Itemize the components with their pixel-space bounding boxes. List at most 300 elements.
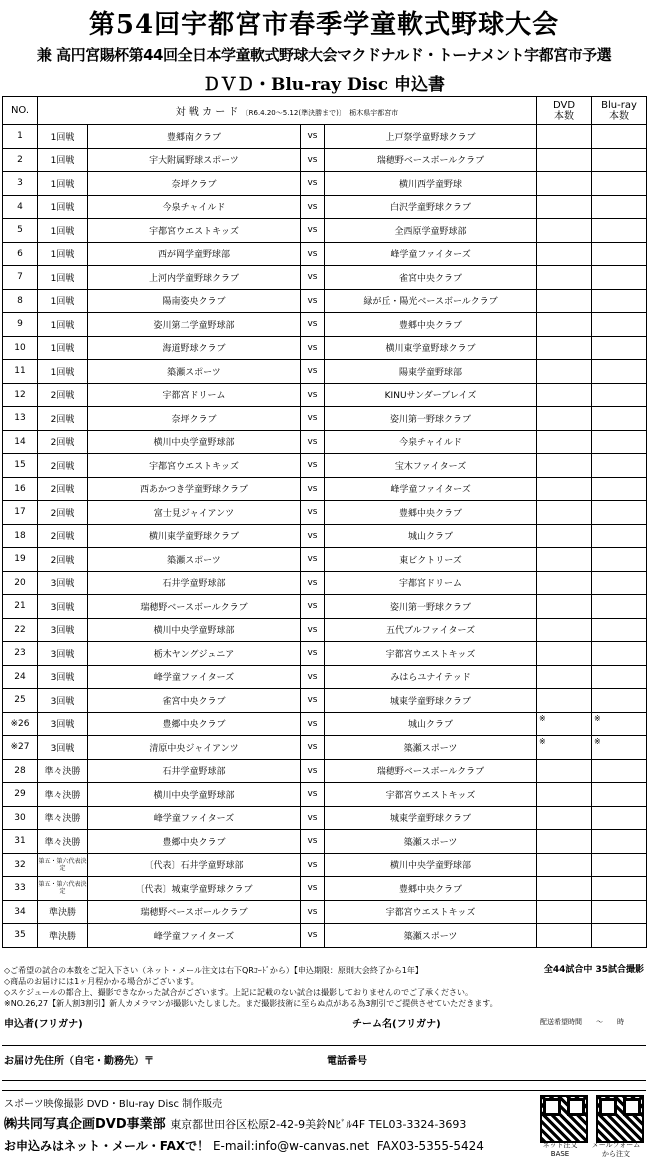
address-field[interactable]: お届け先住所（自宅・勤務先）〒	[4, 1056, 154, 1067]
bluray-qty-cell[interactable]	[592, 853, 647, 877]
match-round: 1回戦	[38, 219, 88, 243]
table-row	[3, 595, 647, 619]
table-row	[3, 759, 647, 783]
vs-label: vs	[301, 665, 325, 689]
match-round: 3回戦	[38, 689, 88, 713]
away-team: 城東学童野球クラブ	[325, 806, 537, 830]
bluray-qty-cell[interactable]	[592, 689, 647, 713]
vs-label: vs	[301, 266, 325, 290]
match-no: 16	[3, 477, 38, 501]
bluray-qty-cell[interactable]	[592, 219, 647, 243]
dvd-qty-cell[interactable]	[537, 266, 592, 290]
table-row	[3, 501, 647, 525]
qr-code-mailform[interactable]	[596, 1095, 644, 1143]
match-round: 2回戦	[38, 430, 88, 454]
qr-label-mailform: メールフォーム から注文	[591, 1141, 641, 1158]
match-round: 第五・第六代表決定	[38, 853, 88, 877]
vs-label: vs	[301, 336, 325, 360]
vs-label: vs	[301, 360, 325, 384]
qr-code-base[interactable]	[540, 1095, 588, 1143]
applicant-section	[2, 1013, 646, 1046]
match-no: 22	[3, 618, 38, 642]
match-no: 21	[3, 595, 38, 619]
vs-label: vs	[301, 454, 325, 478]
vs-label: vs	[301, 148, 325, 172]
vs-label: vs	[301, 125, 325, 149]
table-row	[3, 148, 647, 172]
match-round: 準決勝	[38, 900, 88, 924]
match-round: 準々決勝	[38, 806, 88, 830]
vs-label: vs	[301, 853, 325, 877]
bluray-qty-cell[interactable]	[592, 430, 647, 454]
match-round: 2回戦	[38, 524, 88, 548]
away-team: みはらユナイテッド	[325, 665, 537, 689]
match-round: 2回戦	[38, 407, 88, 431]
company-name: ㈱共同写真企画DVD事業部	[4, 1117, 166, 1132]
table-row	[3, 736, 647, 760]
home-team: 富士見ジャイアンツ	[88, 501, 301, 525]
vs-label: vs	[301, 242, 325, 266]
dvd-qty-cell[interactable]	[537, 430, 592, 454]
vs-label: vs	[301, 548, 325, 572]
bluray-qty-cell[interactable]	[592, 924, 647, 948]
page-title: 第54回宇都宮市春季学童軟式野球大会	[88, 10, 560, 40]
table-row	[3, 195, 647, 219]
vs-label: vs	[301, 195, 325, 219]
away-team: 峰学童ファイターズ	[325, 477, 537, 501]
bluray-qty-cell[interactable]	[592, 336, 647, 360]
match-round: 3回戦	[38, 712, 88, 736]
note-line: ◇ご希望の試合の本数をご記入下さい（ネット・メール注文は右下QRｺｰﾄﾞから）【申込期限：原則大会終了から1年】	[4, 966, 423, 975]
col-no: NO.	[3, 97, 38, 125]
home-team: 築瀬スポーツ	[88, 360, 301, 384]
table-row	[3, 219, 647, 243]
match-round: 第五・第六代表決定	[38, 877, 88, 901]
match-no: 33	[3, 877, 38, 901]
bluray-qty-cell[interactable]	[592, 242, 647, 266]
home-team: 陽南姿央クラブ	[88, 289, 301, 313]
bluray-qty-cell[interactable]	[592, 477, 647, 501]
home-team: 宇都宮ウエストキッズ	[88, 219, 301, 243]
away-team: 築瀬スポーツ	[325, 736, 537, 760]
match-round: 1回戦	[38, 148, 88, 172]
dvd-qty-cell[interactable]	[537, 454, 592, 478]
bluray-qty-cell[interactable]	[592, 454, 647, 478]
home-team: 築瀬スポーツ	[88, 548, 301, 572]
dvd-qty-cell[interactable]	[537, 407, 592, 431]
bluray-qty-cell[interactable]	[592, 148, 647, 172]
match-round: 2回戦	[38, 454, 88, 478]
table-row	[3, 642, 647, 666]
away-team: 城山クラブ	[325, 524, 537, 548]
match-no: 4	[3, 195, 38, 219]
home-team: 宇大附属野球スポーツ	[88, 148, 301, 172]
dvd-qty-cell[interactable]	[537, 477, 592, 501]
match-round: 3回戦	[38, 642, 88, 666]
away-team: 城山クラブ	[325, 712, 537, 736]
away-team: 白沢学童野球クラブ	[325, 195, 537, 219]
home-team: 清原中央ジャイアンツ	[88, 736, 301, 760]
match-no: 12	[3, 383, 38, 407]
away-team: 豊郷中央クラブ	[325, 313, 537, 337]
dvd-qty-cell[interactable]	[537, 712, 592, 736]
vs-label: vs	[301, 783, 325, 807]
match-round: 1回戦	[38, 336, 88, 360]
home-team: 栃木ヤングジュニア	[88, 642, 301, 666]
match-no: ※26	[3, 712, 38, 736]
bluray-qty-cell[interactable]	[592, 125, 647, 149]
table-row	[3, 618, 647, 642]
vs-label: vs	[301, 477, 325, 501]
table-row	[3, 454, 647, 478]
table-row	[3, 830, 647, 854]
table-row	[3, 125, 647, 149]
dvd-qty-cell[interactable]	[537, 219, 592, 243]
home-team: 峰学童ファイターズ	[88, 924, 301, 948]
match-no: 3	[3, 172, 38, 196]
table-row	[3, 924, 647, 948]
table-row	[3, 360, 647, 384]
home-team: 雀宮中央クラブ	[88, 689, 301, 713]
match-no: 7	[3, 266, 38, 290]
summary-count: 全44試合中 35試合撮影	[543, 965, 644, 975]
dvd-qty-cell[interactable]	[537, 360, 592, 384]
dvd-qty-cell[interactable]	[537, 759, 592, 783]
match-no: 1	[3, 125, 38, 149]
match-no: 25	[3, 689, 38, 713]
bluray-qty-cell[interactable]	[592, 806, 647, 830]
applicant-field[interactable]: 申込者(フリガナ)	[4, 1019, 83, 1030]
match-round: 準々決勝	[38, 830, 88, 854]
dvd-qty-cell[interactable]	[537, 806, 592, 830]
dvd-mark: ※	[539, 737, 546, 746]
dvd-qty-cell[interactable]	[537, 689, 592, 713]
match-no: 8	[3, 289, 38, 313]
match-no: 17	[3, 501, 38, 525]
match-no: 18	[3, 524, 38, 548]
footer	[2, 1090, 646, 1161]
col-card	[38, 97, 537, 125]
away-team: 今泉チャイルド	[325, 430, 537, 454]
order-table	[2, 96, 647, 948]
bluray-qty-cell[interactable]	[592, 407, 647, 431]
match-no: 24	[3, 665, 38, 689]
match-no: 29	[3, 783, 38, 807]
dvd-qty-cell[interactable]	[537, 383, 592, 407]
vs-label: vs	[301, 877, 325, 901]
bluray-qty-cell[interactable]	[592, 571, 647, 595]
bluray-mark: ※	[594, 713, 601, 723]
home-team: 峰学童ファイターズ	[88, 665, 301, 689]
away-team: 上戸祭学童野球クラブ	[325, 125, 537, 149]
away-team: 雀宮中央クラブ	[325, 266, 537, 290]
match-round: 1回戦	[38, 242, 88, 266]
away-team: 瑞穂野ベースボールクラブ	[325, 759, 537, 783]
dvd-qty-cell[interactable]	[537, 313, 592, 337]
home-team: 今泉チャイルド	[88, 195, 301, 219]
bluray-qty-cell[interactable]	[592, 289, 647, 313]
match-round: 1回戦	[38, 360, 88, 384]
bluray-qty-cell[interactable]	[592, 383, 647, 407]
away-team: 宇都宮ウエストキッズ	[325, 900, 537, 924]
email-link[interactable]: E-mail:info@w-canvas.net	[212, 1139, 370, 1153]
footer-tagline: スポーツ映像撮影 DVD・Blu-ray Disc 制作販売	[4, 1099, 223, 1110]
home-team: 豊郷中央クラブ	[88, 830, 301, 854]
dvd-qty-cell[interactable]	[537, 336, 592, 360]
home-team: 奈坪クラブ	[88, 407, 301, 431]
away-team: 築瀬スポーツ	[325, 924, 537, 948]
home-team: 横川東学童野球クラブ	[88, 524, 301, 548]
home-team: 横川中央学童野球部	[88, 430, 301, 454]
home-team: 上河内学童野球クラブ	[88, 266, 301, 290]
col-bluray: Blu-ray 本数	[592, 97, 647, 125]
match-round: 2回戦	[38, 501, 88, 525]
vs-label: vs	[301, 830, 325, 854]
match-round: 2回戦	[38, 548, 88, 572]
away-team: 緑が丘・陽光ベースボールクラブ	[325, 289, 537, 313]
home-team: 西あかつき学童野球クラブ	[88, 477, 301, 501]
away-team: 豊郷中央クラブ	[325, 877, 537, 901]
address-section	[2, 1050, 646, 1081]
bluray-qty-cell[interactable]	[592, 877, 647, 901]
company-address: 東京都世田谷区松原2-42-9美鈴Nﾋﾞﾙ4F TEL03-3324-3693	[170, 1118, 467, 1131]
home-team: 西が岡学童野球部	[88, 242, 301, 266]
vs-label: vs	[301, 430, 325, 454]
match-no: 5	[3, 219, 38, 243]
match-round: 2回戦	[38, 383, 88, 407]
match-round: 1回戦	[38, 313, 88, 337]
col-dvd: DVD 本数	[537, 97, 592, 125]
home-team: 宇都宮ウエストキッズ	[88, 454, 301, 478]
bluray-qty-cell[interactable]	[592, 783, 647, 807]
bluray-qty-cell[interactable]	[592, 595, 647, 619]
table-row	[3, 783, 647, 807]
match-round: 1回戦	[38, 289, 88, 313]
col-card-label: 対 戦 カ ー ド	[175, 107, 239, 118]
match-round: 準決勝	[38, 924, 88, 948]
away-team: 横川中央学童野球部	[325, 853, 537, 877]
match-no: 28	[3, 759, 38, 783]
dvd-qty-cell[interactable]	[537, 877, 592, 901]
away-team: 築瀬スポーツ	[325, 830, 537, 854]
table-row	[3, 407, 647, 431]
dvd-qty-cell[interactable]	[537, 289, 592, 313]
away-team: 宇都宮ウエストキッズ	[325, 783, 537, 807]
match-no: 2	[3, 148, 38, 172]
bluray-qty-cell[interactable]	[592, 642, 647, 666]
vs-label: vs	[301, 407, 325, 431]
away-team: 五代ブルファイターズ	[325, 618, 537, 642]
bluray-qty-cell[interactable]	[592, 736, 647, 760]
table-row	[3, 172, 647, 196]
dvd-qty-cell[interactable]	[537, 924, 592, 948]
vs-label: vs	[301, 219, 325, 243]
dvd-qty-cell[interactable]	[537, 524, 592, 548]
bluray-qty-cell[interactable]	[592, 759, 647, 783]
away-team: 全西原学童野球部	[325, 219, 537, 243]
away-team: 宇都宮ドリーム	[325, 571, 537, 595]
vs-label: vs	[301, 736, 325, 760]
bluray-qty-cell[interactable]	[592, 360, 647, 384]
vs-label: vs	[301, 524, 325, 548]
table-row	[3, 289, 647, 313]
bluray-qty-cell[interactable]	[592, 665, 647, 689]
apply-text: お申込みはネット・メール・FAXで！	[4, 1139, 210, 1153]
notes	[4, 965, 644, 1009]
match-no: 10	[3, 336, 38, 360]
vs-label: vs	[301, 595, 325, 619]
home-team: 瑞穂野ベースボールクラブ	[88, 900, 301, 924]
vs-label: vs	[301, 501, 325, 525]
match-no: 14	[3, 430, 38, 454]
match-no: 35	[3, 924, 38, 948]
table-row	[3, 430, 647, 454]
home-team: 石井学童野球部	[88, 759, 301, 783]
match-round: 3回戦	[38, 736, 88, 760]
match-round: 3回戦	[38, 665, 88, 689]
match-no: 11	[3, 360, 38, 384]
table-row	[3, 571, 647, 595]
bluray-qty-cell[interactable]	[592, 524, 647, 548]
vs-label: vs	[301, 383, 325, 407]
table-row	[3, 665, 647, 689]
phone-field[interactable]: 電話番号	[327, 1056, 367, 1067]
match-no: 6	[3, 242, 38, 266]
vs-label: vs	[301, 900, 325, 924]
match-no: 20	[3, 571, 38, 595]
table-body	[3, 125, 647, 948]
bluray-qty-cell[interactable]	[592, 618, 647, 642]
match-round: 1回戦	[38, 195, 88, 219]
match-round: 2回戦	[38, 477, 88, 501]
home-team: 〔代表〕城東学童野球クラブ	[88, 877, 301, 901]
vs-label: vs	[301, 289, 325, 313]
vs-label: vs	[301, 571, 325, 595]
away-team: 瑞穂野ベースボールクラブ	[325, 148, 537, 172]
home-team: 豊郷南クラブ	[88, 125, 301, 149]
vs-label: vs	[301, 712, 325, 736]
table-row	[3, 266, 647, 290]
vs-label: vs	[301, 313, 325, 337]
vs-label: vs	[301, 924, 325, 948]
team-field[interactable]: チーム名(フリガナ)	[352, 1019, 441, 1030]
note-line: ◇商品のお届けには1ヶ月程かかる場合がございます。	[4, 977, 199, 986]
dvd-qty-cell[interactable]	[537, 618, 592, 642]
match-round: 1回戦	[38, 266, 88, 290]
bluray-mark: ※	[594, 737, 601, 746]
home-team: 奈坪クラブ	[88, 172, 301, 196]
table-row	[3, 336, 647, 360]
table-row	[3, 548, 647, 572]
dvd-qty-cell[interactable]	[537, 853, 592, 877]
dvd-qty-cell[interactable]	[537, 665, 592, 689]
bluray-qty-cell[interactable]	[592, 830, 647, 854]
note-line: ※NO.26,27【新人割3割引】新人カメラマンが撮影いたしました。まだ撮影技術に至らぬ点がある為3割引でご提供させていただきます。	[4, 999, 498, 1008]
away-team: 姿川第一野球クラブ	[325, 595, 537, 619]
table-row	[3, 877, 647, 901]
dvd-qty-cell[interactable]	[537, 548, 592, 572]
bluray-qty-cell[interactable]	[592, 548, 647, 572]
bluray-qty-cell[interactable]	[592, 266, 647, 290]
home-team: 海道野球クラブ	[88, 336, 301, 360]
home-team: 豊郷中央クラブ	[88, 712, 301, 736]
dvd-mark: ※	[539, 713, 546, 723]
dvd-qty-cell[interactable]	[537, 148, 592, 172]
home-team: 石井学童野球部	[88, 571, 301, 595]
away-team: 宇都宮ウエストキッズ	[325, 642, 537, 666]
match-no: 9	[3, 313, 38, 337]
footer-company	[4, 1113, 466, 1132]
match-round: 3回戦	[38, 618, 88, 642]
dvd-qty-cell[interactable]	[537, 736, 592, 760]
match-no: 19	[3, 548, 38, 572]
table-row	[3, 712, 647, 736]
home-team: 宇都宮ドリーム	[88, 383, 301, 407]
away-team: KINUサンダーブレイズ	[325, 383, 537, 407]
table-row	[3, 242, 647, 266]
vs-label: vs	[301, 172, 325, 196]
home-team: 瑞穂野ベースボールクラブ	[88, 595, 301, 619]
dvd-qty-cell[interactable]	[537, 900, 592, 924]
note-line: ◇スケジュールの都合上、撮影できなかった試合がございます。上記に記載のない試合は撮影しておりませんのでご了承ください。	[4, 988, 474, 997]
bluray-qty-cell[interactable]	[592, 712, 647, 736]
delivery-time-field[interactable]: 配送希望時間 ～ 時	[540, 1018, 624, 1026]
away-team: 東ビクトリーズ	[325, 548, 537, 572]
bluray-qty-cell[interactable]	[592, 501, 647, 525]
dvd-qty-cell[interactable]	[537, 642, 592, 666]
table-row	[3, 524, 647, 548]
vs-label: vs	[301, 618, 325, 642]
dvd-qty-cell[interactable]	[537, 595, 592, 619]
home-team: 姿川第二学童野球部	[88, 313, 301, 337]
dvd-qty-cell[interactable]	[537, 195, 592, 219]
table-row	[3, 806, 647, 830]
vs-label: vs	[301, 689, 325, 713]
away-team: 姿川第一野球クラブ	[325, 407, 537, 431]
match-round: 準々決勝	[38, 783, 88, 807]
away-team: 横川東学童野球クラブ	[325, 336, 537, 360]
match-no: 30	[3, 806, 38, 830]
match-no: 23	[3, 642, 38, 666]
table-row	[3, 383, 647, 407]
dvd-qty-cell[interactable]	[537, 571, 592, 595]
qr-label-base: ネット注文 BASE	[542, 1141, 578, 1158]
page-subtitle: 兼 高円宮賜杯第44回全日本学童軟式野球大会マクドナルド・トーナメント宇都宮市予選	[36, 46, 612, 64]
table-row	[3, 477, 647, 501]
dvd-qty-cell[interactable]	[537, 242, 592, 266]
dvd-qty-cell[interactable]	[537, 501, 592, 525]
dvd-qty-cell[interactable]	[537, 830, 592, 854]
table-row	[3, 900, 647, 924]
match-no: 15	[3, 454, 38, 478]
match-round: 準々決勝	[38, 759, 88, 783]
match-no: 32	[3, 853, 38, 877]
away-team: 宝木ファイターズ	[325, 454, 537, 478]
bluray-qty-cell[interactable]	[592, 900, 647, 924]
dvd-qty-cell[interactable]	[537, 172, 592, 196]
dvd-qty-cell[interactable]	[537, 125, 592, 149]
dvd-qty-cell[interactable]	[537, 783, 592, 807]
bluray-qty-cell[interactable]	[592, 172, 647, 196]
fax-number: FAX03-5355-5424	[376, 1139, 484, 1153]
match-round: 3回戦	[38, 595, 88, 619]
home-team: 横川中央学童野球部	[88, 618, 301, 642]
bluray-qty-cell[interactable]	[592, 195, 647, 219]
home-team: 峰学童ファイターズ	[88, 806, 301, 830]
away-team: 陽東学童野球部	[325, 360, 537, 384]
vs-label: vs	[301, 642, 325, 666]
bluray-qty-cell[interactable]	[592, 313, 647, 337]
